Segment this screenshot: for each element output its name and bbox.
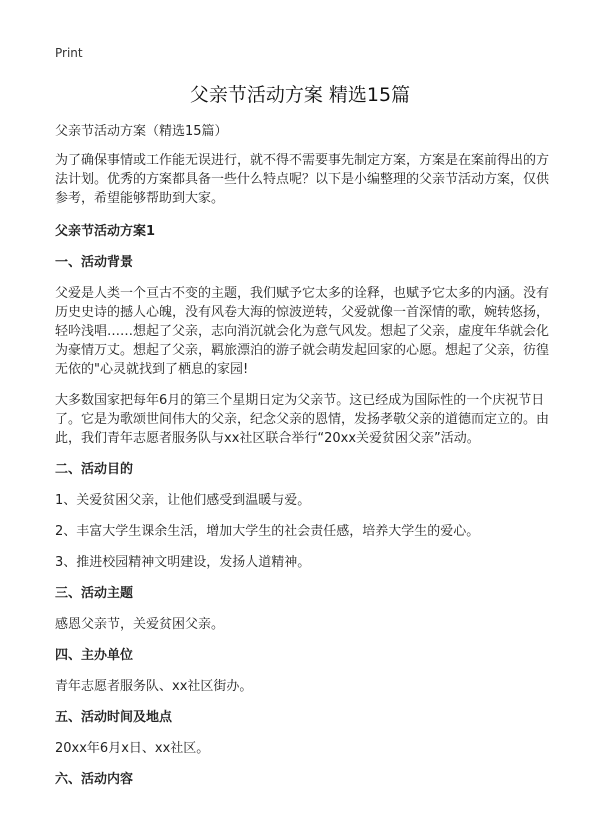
time-place-text: 20xx年6月x日、xx社区。	[55, 741, 210, 756]
section-heading-content: 六、活动内容	[55, 772, 134, 787]
document-subtitle: 父亲节活动方案（精选15篇）	[55, 124, 228, 139]
theme-text: 感恩父亲节，关爱贫困父亲。	[55, 617, 225, 632]
print-link[interactable]: Print	[55, 46, 83, 60]
section-heading-time-place: 五、活动时间及地点	[55, 710, 173, 725]
section-heading-purpose: 二、活动目的	[55, 462, 134, 477]
purpose-item: 2、丰富大学生课余生活，增加大学生的社会责任感，培养大学生的爱心。	[55, 524, 480, 539]
section-heading-background: 一、活动背景	[55, 255, 134, 270]
section-heading-organizer: 四、主办单位	[55, 648, 134, 663]
intro-paragraph: 为了确保事情或工作能无误进行，就不得不需要事先制定方案，方案是在案前得出的方法计划。优秀的方案都具备一些什么特点呢？以下是小编整理的父亲节活动方案，仅供参考，希望能够帮助到大家。	[55, 153, 550, 206]
purpose-item: 3、推进校园精神文明建设，发扬人道精神。	[55, 555, 311, 570]
page-title: 父亲节活动方案 精选15篇	[189, 84, 411, 106]
plan-heading: 父亲节活动方案1	[55, 224, 156, 239]
background-paragraph-1: 父爱是人类一个亘古不变的主题，我们赋予它太多的诠释，也赋予它太多的内涵。没有历史史诗的撼人心魄，没有风卷大海的惊波逆转，父爱就像一首深情的歌，婉转悠扬，轻吟浅唱……想起了父亲，志向消沉就会化为意气风发。想起了父亲，虚度年华就会化为豪情万丈。想起了父亲，羁旅漂泊的游子就会萌发起回家的心愿。想起了父亲，彷徨无依的"心灵就找到了栖息的家园!	[55, 286, 550, 377]
document-body	[55, 122, 553, 801]
purpose-item: 1、关爱贫困父亲，让他们感受到温暖与爱。	[55, 493, 311, 508]
background-paragraph-2: 大多数国家把每年6月的第三个星期日定为父亲节。这已经成为国际性的一个庆祝节日了。它是为歌颂世间伟大的父亲，纪念父亲的恩情，发扬孝敬父亲的道德而定立的。由此，我们青年志愿者服务队与xx社区联合举行“20xx关爱贫困父亲”活动。	[55, 393, 550, 446]
organizer-text: 青年志愿者服务队、xx社区街办。	[55, 679, 253, 694]
section-heading-theme: 三、活动主题	[55, 586, 134, 601]
